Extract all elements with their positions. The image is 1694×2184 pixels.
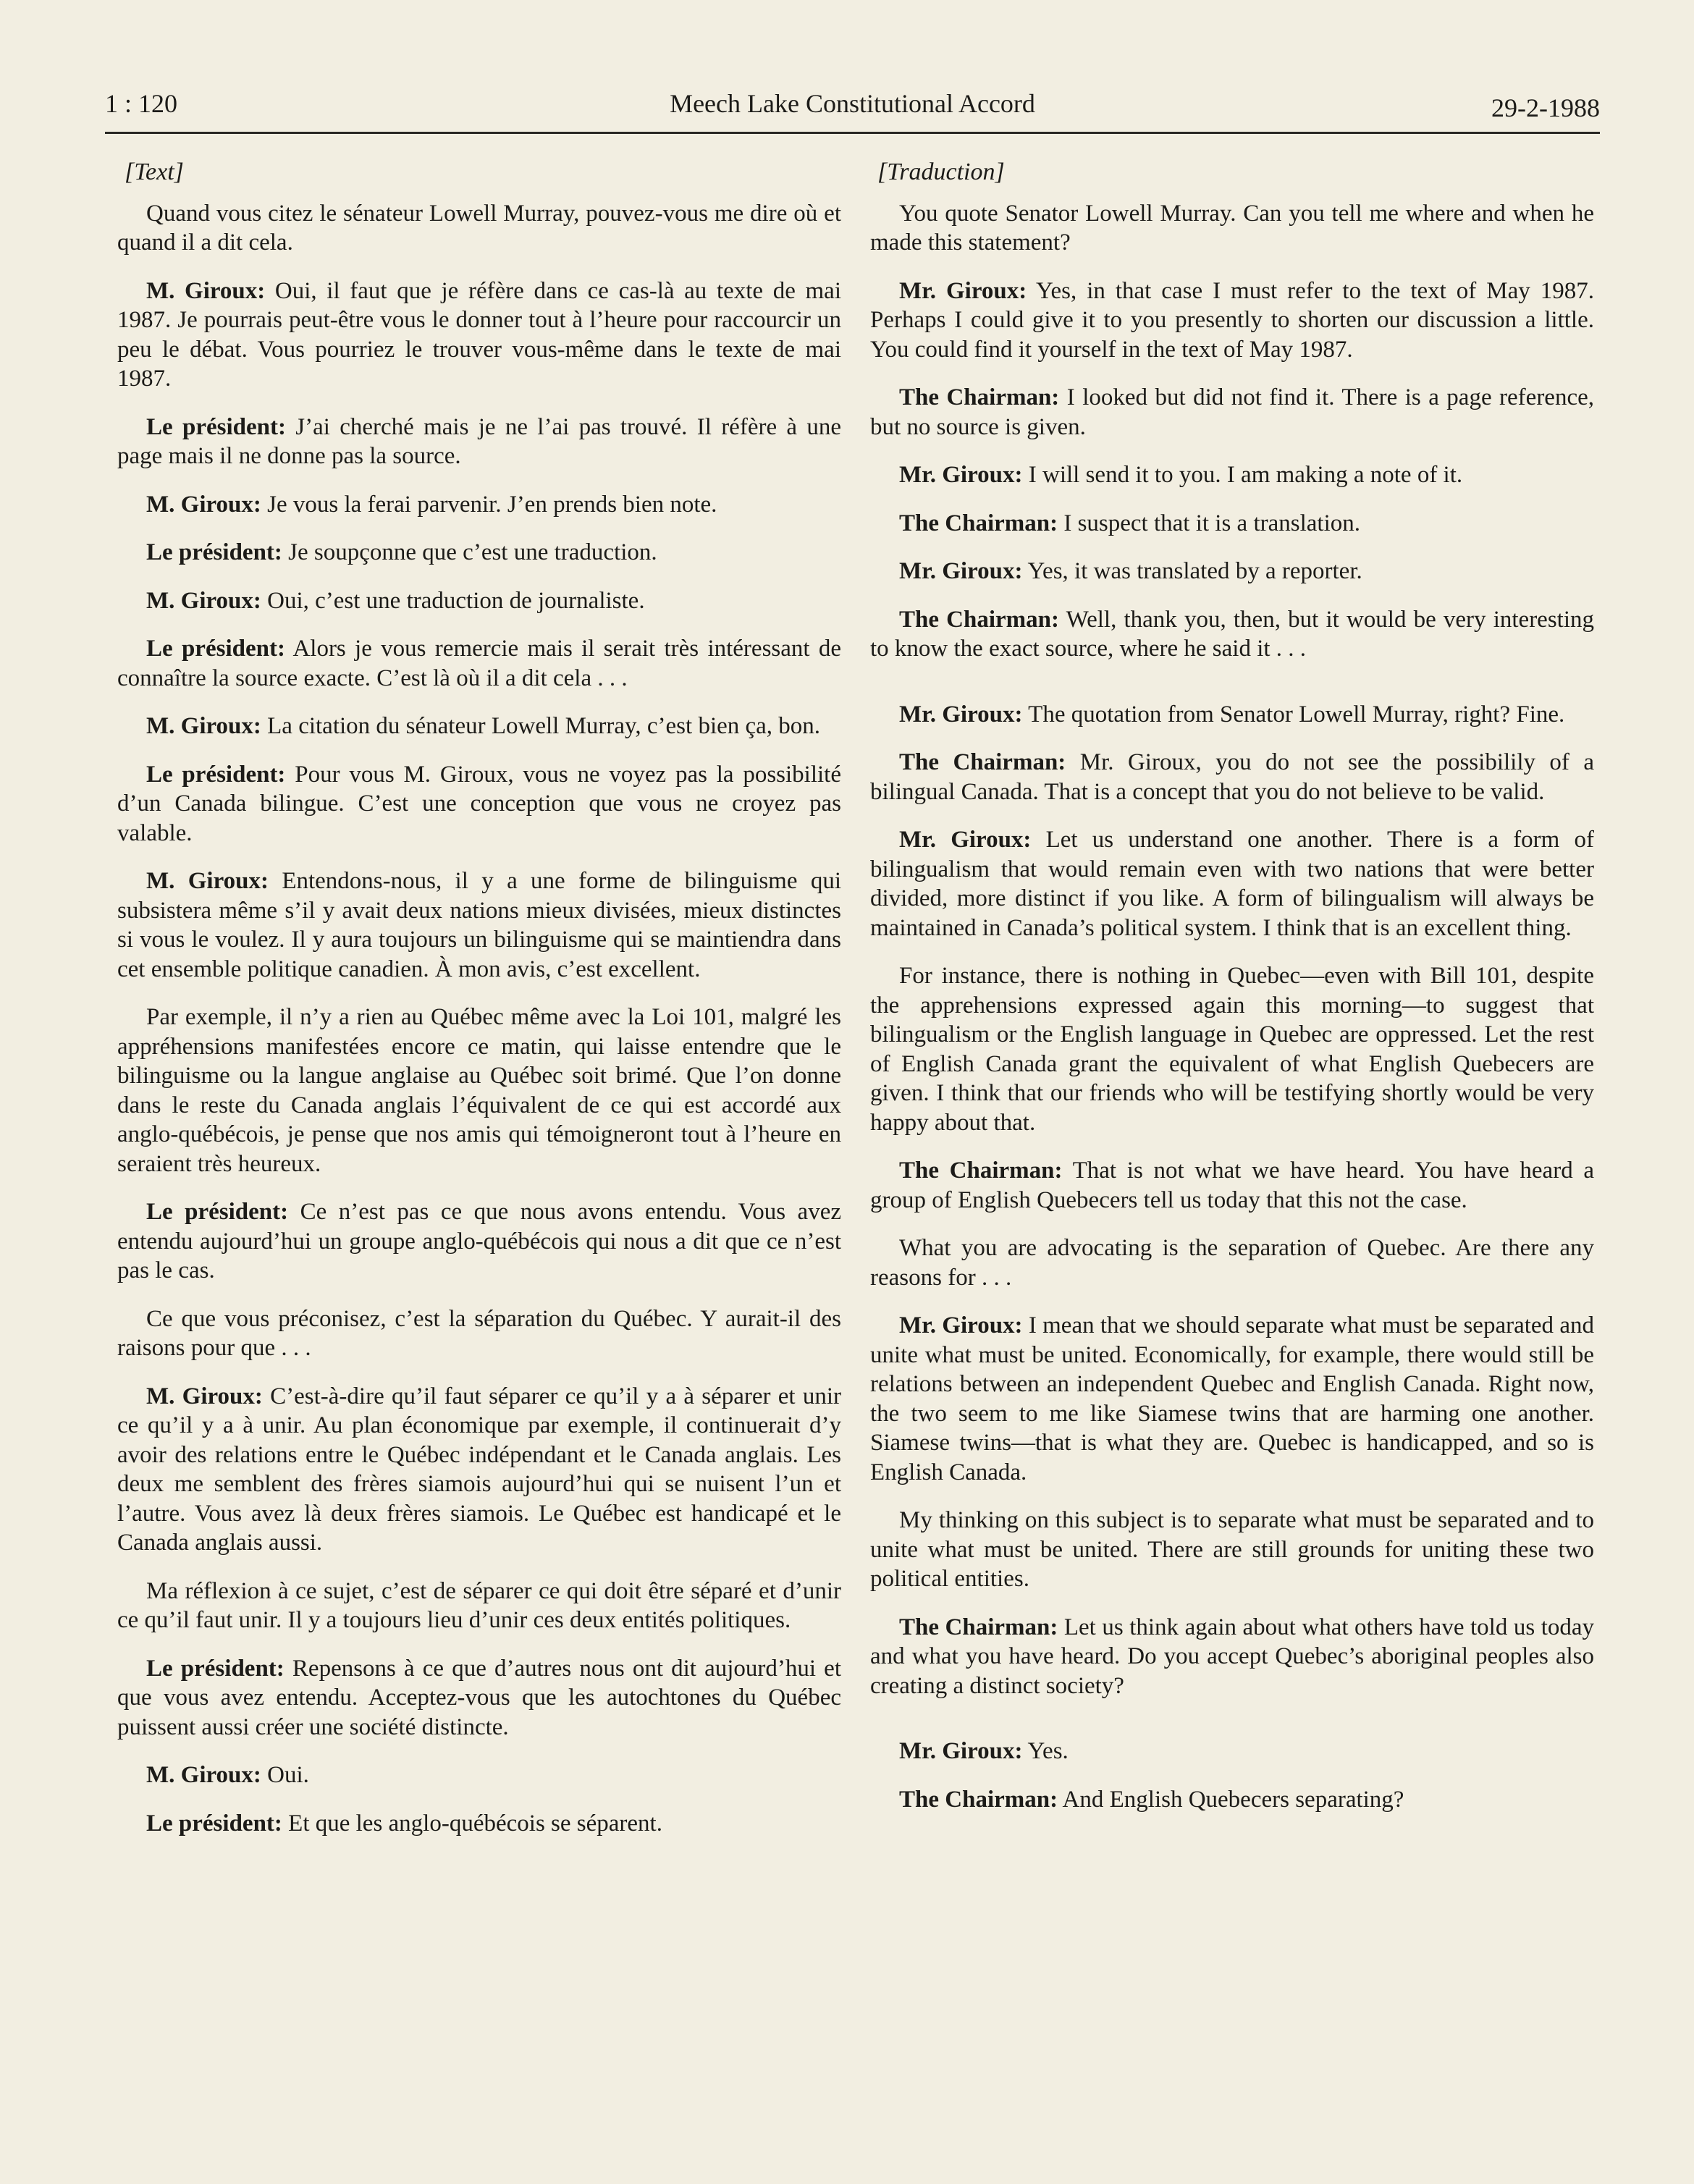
column-tag: [Text] xyxy=(125,159,184,185)
transcript-paragraph xyxy=(870,748,1594,806)
transcript-paragraph xyxy=(870,557,1594,586)
document-title: Meech Lake Constitutional Accord xyxy=(670,89,1035,118)
transcript-paragraph xyxy=(117,1577,841,1635)
transcript-paragraph xyxy=(117,1003,841,1179)
speaker-name: M. Giroux: xyxy=(146,713,261,739)
transcript-paragraph xyxy=(870,1785,1594,1815)
transcript-paragraph xyxy=(117,1654,841,1742)
transcript-paragraph xyxy=(117,1382,841,1558)
speaker-name: Mr. Giroux: xyxy=(899,277,1027,304)
transcript-paragraph xyxy=(117,277,841,394)
paragraph-text: That is not what we have heard. You have heard a group of English Quebecers tell us today that this not the case. xyxy=(870,1158,1595,1213)
speaker-name: The Chairman: xyxy=(899,384,1060,410)
paragraph-text: Pour vous M. Giroux, vous ne voyez pas la possibilité d’un Canada bilingue. C’est une conception que vous ne croyez pas valable. xyxy=(117,761,842,846)
transcript-paragraph xyxy=(117,1304,841,1363)
paragraph-text: Oui, il faut que je réfère dans ce cas-là au texte de mai 1987. Je pourrais peut-être vous le donner tout à l’heure pour raccourcir un peu le débat. Vous pourriez le trouver vous-même dans le texte de mai 1987. xyxy=(117,277,841,392)
paragraph-text: J’ai cherché mais je ne l’ai pas trouvé. Il réfère à une page mais il ne donne pas la source. xyxy=(117,413,842,469)
paragraph-text: I suspect that it is a translation. xyxy=(1063,510,1361,536)
speaker-name: Le président: xyxy=(146,539,282,565)
page-header xyxy=(105,84,1600,134)
transcript-paragraph xyxy=(870,1234,1594,1292)
document-date: 29-2-1988 xyxy=(1491,93,1600,122)
paragraph-text: Ce que vous préconisez, c’est la séparation du Québec. Y aurait-il des raisons pour que . . . xyxy=(117,1305,841,1361)
transcript-paragraph xyxy=(117,867,841,984)
speaker-name: Mr. Giroux: xyxy=(899,1312,1023,1338)
speaker-name: Mr. Giroux: xyxy=(899,827,1032,853)
transcript-paragraph xyxy=(870,509,1594,539)
paragraph-text: I mean that we should separate what must be separated and unite what must be united. Economically, for example, there would still be relations between an independent Quebec and English Canada. Right now, the two seem to me like Siamese twins that are harming one another. Siamese twins—that is what they are. Quebec is handicapped, and so is English Canada. xyxy=(870,1312,1594,1485)
speaker-name: M. Giroux: xyxy=(146,587,261,614)
transcript-paragraph xyxy=(117,538,841,568)
paragraph-text: Par exemple, il n’y a rien au Québec même avec la Loi 101, malgré les appréhensions manifestées encore ce matin, qui laisse entendre que le bilinguisme ou la langue anglaise au Québec soit brimé. Que l’on donne dans le reste du Canada anglais l’équivalent de ce qui est accordé aux anglo-québécois, je pense que nos amis qui témoigneront tout à l’heure en seraient très heureux. xyxy=(117,1004,841,1177)
paragraph-text: Let us understand one another. There is a form of bilingualism that would remain even with two nations that were better divided, more distinct if you like. A form of bilingualism will always be maintained in Canada’s political system. I think that is an excellent thing. xyxy=(870,827,1595,941)
paragraph-text: The quotation from Senator Lowell Murray, right? Fine. xyxy=(1028,701,1565,728)
paragraph-text: C’est-à-dire qu’il faut séparer ce qu’il y a à séparer et unir ce qu’il y a à unir. Au plan économique par exemple, il continuerait d’y avoir des relations entre le Québec indépendant et le Canada anglais. Les deux me semblent des frères siamois aujourd’hui qui se nuisent l’un et l’autre. Vous avez là deux frères siamois. Le Québec est handicapé et le Canada anglais aussi. xyxy=(117,1383,841,1556)
paragraph-text: I will send it to you. I am making a note of it. xyxy=(1028,462,1463,488)
paragraph-text: Yes, in that case I must refer to the text of May 1987. Perhaps I could give it to you presently to shorten our discussion a little. You could find it yourself in the text of May 1987. xyxy=(870,277,1594,363)
speaker-name: The Chairman: xyxy=(899,749,1066,775)
transcript-paragraph xyxy=(117,199,841,258)
transcript-paragraph xyxy=(870,605,1594,664)
paragraph-text: Repensons à ce que d’autres nous ont dit aujourd’hui et que vous avez entendu. Acceptez-vous que les autochtones du Québec puissent aussi créer une société distincte. xyxy=(117,1655,841,1740)
speaker-name: Le président: xyxy=(146,1810,282,1837)
speaker-name: The Chairman: xyxy=(899,1786,1058,1813)
transcript-paragraph xyxy=(117,634,841,693)
speaker-name: M. Giroux: xyxy=(146,1762,261,1788)
english-column xyxy=(870,158,1594,1833)
paragraph-text: I looked but did not find it. There is a page reference, but no source is given. xyxy=(870,384,1594,440)
speaker-name: M. Giroux: xyxy=(146,1383,263,1409)
transcript-paragraph xyxy=(870,460,1594,490)
paragraph-text: Yes, it was translated by a reporter. xyxy=(1027,558,1362,584)
transcript-paragraph xyxy=(117,1197,841,1286)
transcript-paragraph xyxy=(870,277,1594,365)
paragraph-text: Quand vous citez le sénateur Lowell Murray, pouvez-vous me dire où et quand il a dit cela. xyxy=(117,200,841,256)
paragraph-text: Well, thank you, then, but it would be very interesting to know the exact source, where he said it . . . xyxy=(870,606,1595,662)
transcript-paragraph xyxy=(870,825,1594,943)
speaker-name: Le président: xyxy=(146,1655,285,1682)
transcript-paragraph xyxy=(870,1613,1594,1701)
paragraph-text: And English Quebecers separating? xyxy=(1062,1786,1404,1813)
transcript-paragraph xyxy=(117,760,841,848)
paragraph-text: For instance, there is nothing in Quebec—even with Bill 101, despite the apprehensions expressed again this morning—to suggest that bilingualism or the English language in Quebec are oppressed. Let the rest of English Canada grant the equivalent of what English Quebecers are given. I think that our friends who will be testifying shortly would be very happy about that. xyxy=(870,963,1594,1136)
french-column xyxy=(117,158,841,1857)
transcript-paragraph xyxy=(117,586,841,616)
paragraph-text: Ce n’est pas ce que nous avons entendu. Vous avez entendu aujourd’hui un groupe anglo-québécois qui nous a dit que ce n’est pas le cas. xyxy=(117,1199,842,1283)
column-tag: [Traduction] xyxy=(877,159,1005,185)
paragraph-text: Je soupçonne que c’est une traduction. xyxy=(288,539,657,565)
paragraph-text: Et que les anglo-québécois se séparent. xyxy=(288,1810,662,1837)
paragraph-text: Mr. Giroux, you do not see the possibilily of a bilingual Canada. That is a concept that you do not believe to be valid. xyxy=(870,749,1595,805)
speaker-name: Le président: xyxy=(146,413,286,440)
transcript-paragraph xyxy=(117,490,841,520)
paragraph-text: My thinking on this subject is to separate what must be separated and to unite what must be united. There are still grounds for uniting these two political entities. xyxy=(870,1507,1594,1592)
transcript-paragraph xyxy=(870,1311,1594,1487)
transcript-paragraph xyxy=(870,383,1594,442)
speaker-name: The Chairman: xyxy=(899,1158,1063,1184)
transcript-paragraph xyxy=(870,1156,1594,1215)
speaker-name: The Chairman: xyxy=(899,510,1058,536)
paragraph-text: Let us think again about what others have told us today and what you have heard. Do you accept Quebec’s aboriginal peoples also creating a distinct society? xyxy=(870,1614,1595,1699)
speaker-name: Le président: xyxy=(146,1199,289,1225)
speaker-name: Mr. Giroux: xyxy=(899,462,1023,488)
speaker-name: M. Giroux: xyxy=(146,868,269,894)
paragraph-text: Entendons-nous, il y a une forme de bilinguisme qui subsistera même s’il y avait deux nations mieux divisées, mieux distinctes si vous le voulez. Il y aura toujours un bilinguisme qui se maintiendra dans cet ensemble politique canadien. À mon avis, c’est excellent. xyxy=(117,868,841,982)
paragraph-text: Oui, c’est une traduction de journaliste. xyxy=(267,587,645,614)
paragraph-text: Alors je vous remercie mais il serait très intéressant de connaître la source exacte. C’est là où il a dit cela . . . xyxy=(117,636,842,691)
speaker-name: M. Giroux: xyxy=(146,491,261,518)
paragraph-text: Ma réflexion à ce sujet, c’est de séparer ce qui doit être séparé et d’unir ce qu’il faut unir. Il y a toujours lieu d’unir ces deux entités politiques. xyxy=(117,1577,841,1633)
transcript-paragraph xyxy=(117,712,841,741)
speaker-name: Mr. Giroux: xyxy=(899,701,1023,728)
transcript-paragraph xyxy=(117,413,841,471)
speaker-name: The Chairman: xyxy=(899,606,1060,633)
paragraph-text: Oui. xyxy=(267,1762,309,1788)
paragraph-text: Yes. xyxy=(1027,1738,1069,1764)
speaker-name: Mr. Giroux: xyxy=(899,1738,1023,1764)
paragraph-text: You quote Senator Lowell Murray. Can you tell me where and when he made this statement? xyxy=(870,200,1594,256)
transcript-paragraph xyxy=(117,1761,841,1790)
speaker-name: M. Giroux: xyxy=(146,277,266,304)
page-number: 1 : 120 xyxy=(105,89,178,118)
transcript-paragraph xyxy=(870,199,1594,258)
transcript-paragraph xyxy=(117,1809,841,1839)
paragraph-text: Je vous la ferai parvenir. J’en prends bien note. xyxy=(267,491,717,518)
transcript-paragraph xyxy=(870,700,1594,730)
paragraph-text: What you are advocating is the separation of Quebec. Are there any reasons for . . . xyxy=(870,1235,1594,1291)
speaker-name: Le président: xyxy=(146,761,286,788)
transcript-paragraph xyxy=(870,1737,1594,1766)
transcript-paragraph xyxy=(870,961,1594,1137)
speaker-name: The Chairman: xyxy=(899,1614,1058,1640)
transcript-paragraph xyxy=(870,1506,1594,1594)
paragraph-text: La citation du sénateur Lowell Murray, c’est bien ça, bon. xyxy=(267,713,821,739)
speaker-name: Mr. Giroux: xyxy=(899,558,1023,584)
speaker-name: Le président: xyxy=(146,636,285,662)
